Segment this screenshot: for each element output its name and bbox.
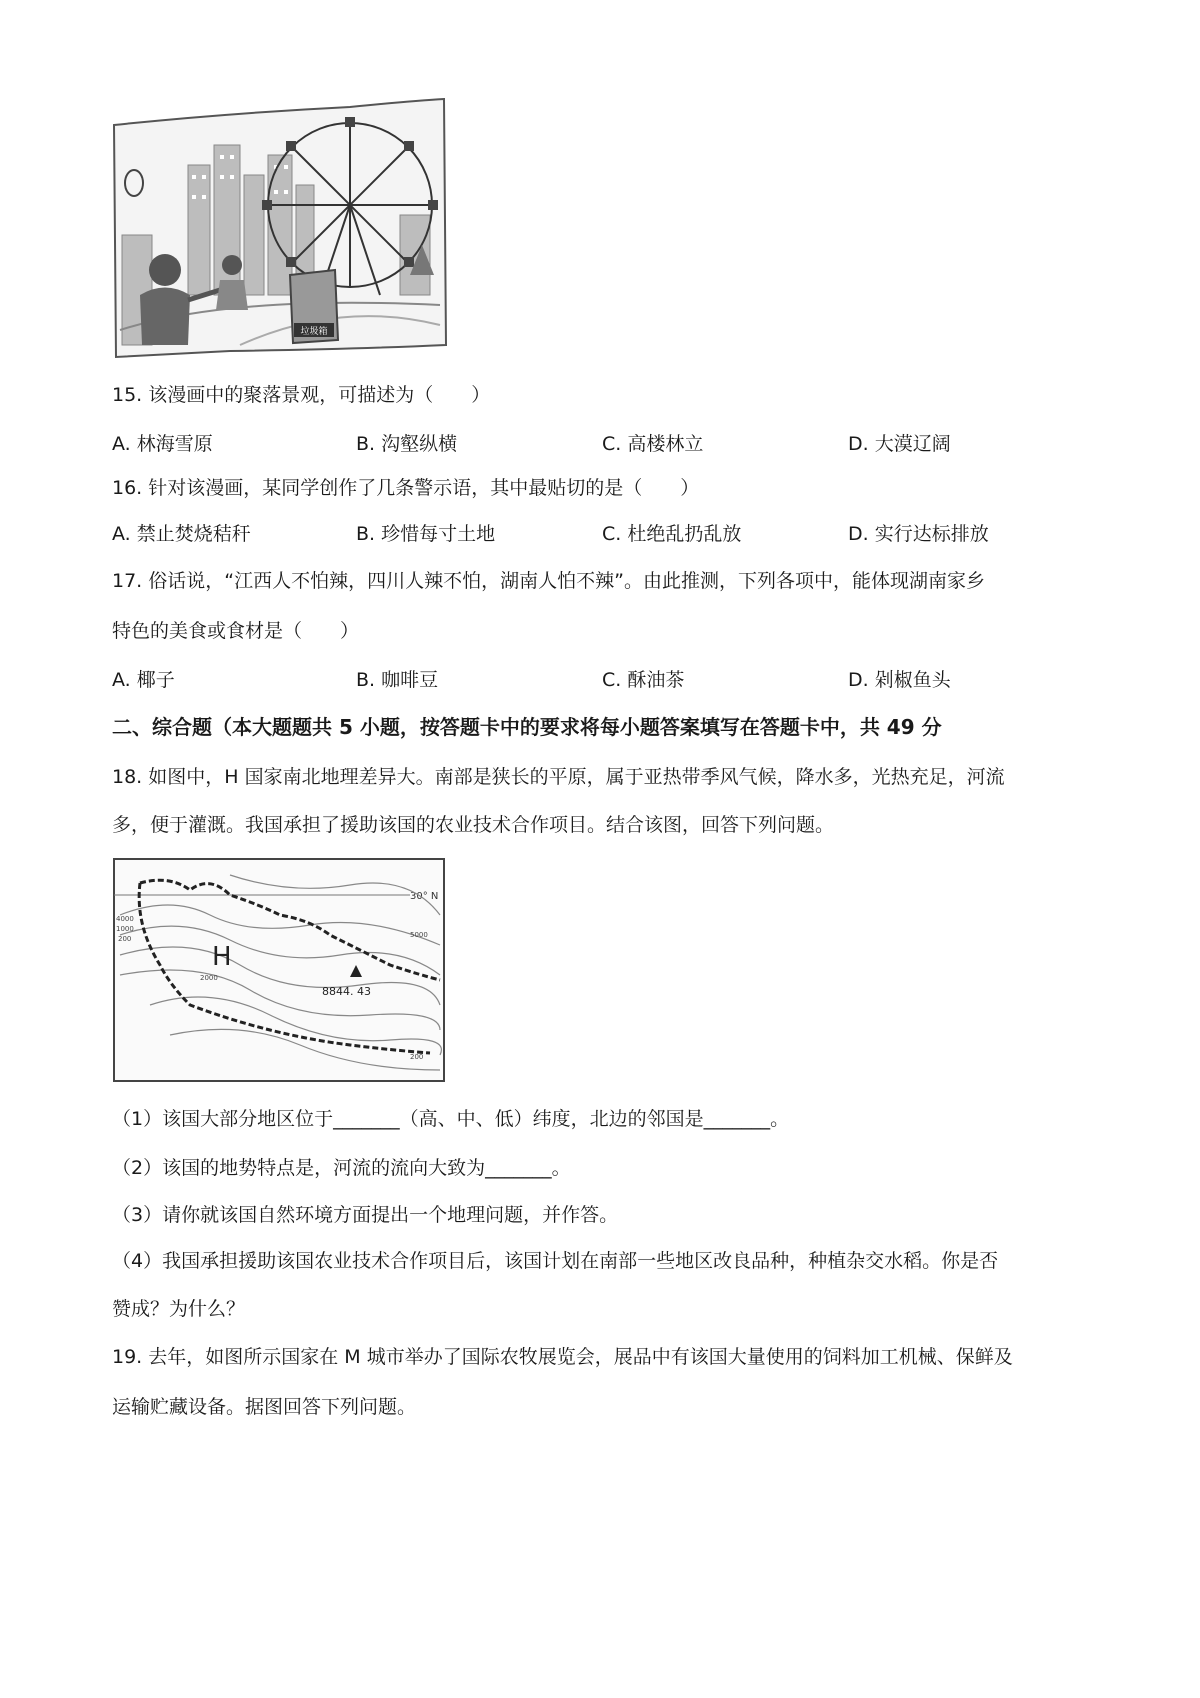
q19-stem-line2: 运输贮藏设备。据图回答下列问题。 xyxy=(112,1396,417,1418)
q16-option-c: C. 杜绝乱扔乱放 xyxy=(602,523,742,545)
q15-option-c: C. 高楼林立 xyxy=(602,433,704,455)
contour-label: 5000 xyxy=(410,931,428,939)
q19-stem-line1: 19. 去年，如图所示国家在 M 城市举办了国际农牧展览会，展品中有该国大量使用的饲料加工机械、保鲜及 xyxy=(112,1346,1013,1368)
q16-option-a: A. 禁止焚烧秸秆 xyxy=(112,523,251,545)
q16-stem: 16. 针对该漫画，某同学创作了几条警示语，其中最贴切的是（ ） xyxy=(112,477,700,499)
q15-option-a: A. 林海雪原 xyxy=(112,433,213,455)
q18-sub4-line1: （4）我国承担援助该国农业技术合作项目后，该国计划在南部一些地区改良品种，种植杂交水稻。你是否 xyxy=(112,1250,999,1272)
q17-stem-line2: 特色的美食或食材是（ ） xyxy=(112,620,360,642)
q17-option-c: C. 酥油茶 xyxy=(602,669,685,691)
country-label: H xyxy=(212,942,232,972)
contour-label: 200 xyxy=(410,1053,424,1061)
q17-option-b: B. 咖啡豆 xyxy=(356,669,439,691)
q18-stem-line2: 多，便于灌溉。我国承担了援助该国的农业技术合作项目。结合该图，回答下列问题。 xyxy=(112,814,835,836)
contour-label: 4000 xyxy=(116,915,134,923)
q18-sub3: （3）请你就该国自然环境方面提出一个地理问题，并作答。 xyxy=(112,1204,619,1226)
bin-sign: 垃圾箱 xyxy=(300,327,328,337)
lat-label: 30° N xyxy=(410,891,439,902)
q18-sub2: （2）该国的地势特点是，河流的流向大致为_______。 xyxy=(112,1157,571,1179)
q16-option-d: D. 实行达标排放 xyxy=(848,523,989,545)
contour-label: 2000 xyxy=(200,974,218,982)
q18-sub1: （1）该国大部分地区位于_______（高、中、低）纬度，北边的邻国是_______。 xyxy=(112,1108,790,1130)
q17-option-d: D. 剁椒鱼头 xyxy=(848,669,951,691)
cartoon-image xyxy=(110,95,490,360)
q18-sub4-line2: 赞成？为什么？ xyxy=(112,1298,246,1320)
q18-stem-line1: 18. 如图中，H 国家南北地理差异大。南部是狭长的平原，属于亚热带季风气候，降水多，光热充足，河流 xyxy=(112,766,1005,788)
q16-option-b: B. 珍惜每寸土地 xyxy=(356,523,496,545)
section-heading: 二、综合题（本大题题共 5 小题，按答题卡中的要求将每小题答案填写在答题卡中，共 49 分 xyxy=(112,715,942,739)
peak-label: 8844. 43 xyxy=(322,985,371,998)
q17-option-a: A. 椰子 xyxy=(112,669,175,691)
topographic-map xyxy=(110,855,450,1087)
contour-label: 1000 xyxy=(116,925,134,933)
q17-stem-line1: 17. 俗话说，“江西人不怕辣，四川人辣不怕，湖南人怕不辣”。由此推测，下列各项中，能体现湖南家乡 xyxy=(112,570,985,592)
contour-label: 200 xyxy=(118,935,132,943)
q15-stem: 15. 该漫画中的聚落景观，可描述为（ ） xyxy=(112,384,491,406)
q15-option-b: B. 沟壑纵横 xyxy=(356,433,458,455)
q15-option-d: D. 大漠辽阔 xyxy=(848,433,951,455)
